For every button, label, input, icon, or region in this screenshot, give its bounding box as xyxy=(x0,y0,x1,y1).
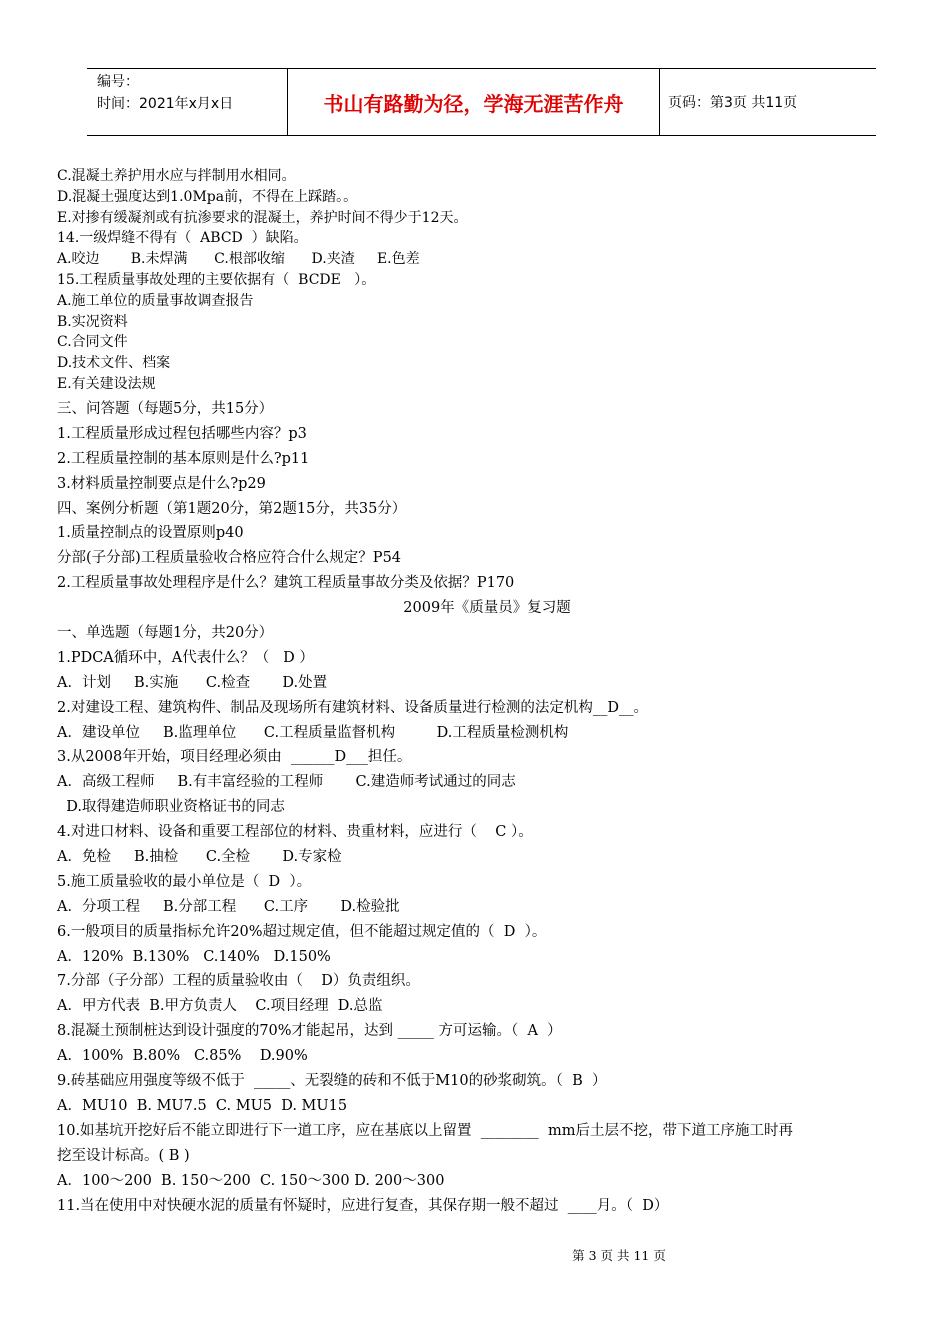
text-line: 11.当在使用中对快硬水泥的质量有怀疑时，应进行复查，其保存期一般不超过 ____月。（ D） xyxy=(57,1197,669,1214)
text-line: E.对掺有缓凝剂或有抗渗要求的混凝土，养护时间不得少于12天。 xyxy=(57,209,468,226)
document-subtitle: 2009年《质量员》复习题 xyxy=(403,600,571,617)
page-header xyxy=(87,68,876,136)
text-line: 7.分部（子分部）工程的质量验收由（ D）负责组织。 xyxy=(57,973,420,990)
page-footer xyxy=(0,1246,950,1264)
section-heading: 四、案例分析题（第1题20分，第2题15分，共35分） xyxy=(57,500,407,517)
text-line: A．甲方代表 B.甲方负责人 C.项目经理 D.总监 xyxy=(57,998,383,1015)
text-line: C.合同文件 xyxy=(57,334,128,351)
text-line: A．建设单位 B.监理单位 C.工程质量监督机构 D.工程质量检测机构 xyxy=(57,724,569,741)
text-line: C.混凝土养护用水应与拌制用水相同。 xyxy=(57,168,296,184)
text-line: 2.对建设工程、建筑构件、制品及现场所有建筑材料、设备质量进行检测的法定机构__D__。 xyxy=(57,699,648,716)
text-line: 2.工程质量控制的基本原则是什么?p11 xyxy=(57,450,310,467)
text-line: A.咬边 B.未焊满 C.根部收缩 D.夹渣 E.色差 xyxy=(57,251,420,268)
motto-text: 书山有路勤为径，学海无涯苦作舟 xyxy=(323,91,624,116)
text-line: A.施工单位的质量事故调查报告 xyxy=(57,292,254,309)
text-line: 8.混凝土预制桩达到设计强度的70%才能起吊，达到 _____ 方可运输。（ A ） xyxy=(57,1023,562,1040)
text-line: 15.工程质量事故处理的主要依据有（ BCDE ）。 xyxy=(57,271,376,288)
text-line: 9.砖基础应用强度等级不低于 _____、无裂缝的砖和不低于M10的砂浆砌筑。（ B ） xyxy=(57,1073,607,1090)
text-line: E.有关建设法规 xyxy=(57,375,156,392)
text-line: A．100～200 B. 150～200 C. 150～300 D. 200～300 xyxy=(57,1172,445,1189)
text-line: 分部(子分部)工程质量验收合格应符合什么规定？P54 xyxy=(57,550,402,567)
text-line: A．免检 B.抽检 C.全检 D.专家检 xyxy=(57,849,342,866)
page-info-text: 页码：第3页 共11页 xyxy=(668,95,798,111)
text-line: D.取得建造师职业资格证书的同志 xyxy=(57,799,285,816)
text-line: A．高级工程师 B.有丰富经验的工程师 C.建造师考试通过的同志 xyxy=(57,774,516,791)
text-line: 1.质量控制点的设置原则p40 xyxy=(57,525,244,542)
footer-page-number: 第 3 页 共 11 页 xyxy=(572,1248,666,1263)
text-line: D.技术文件、档案 xyxy=(57,355,171,372)
header-page-cell xyxy=(660,69,876,135)
document-time-label: 时间：2021年x月x日 xyxy=(97,96,234,112)
content-block-a xyxy=(57,166,467,395)
text-line: 1.工程质量形成过程包括哪些内容？p3 xyxy=(57,425,307,442)
content-block-b xyxy=(57,397,917,1218)
text-line: 3.从2008年开始，项目经理必须由 ______D___担任。 xyxy=(57,749,412,766)
text-line: D.混凝土强度达到1.0Mpa前，不得在上踩踏。。 xyxy=(57,188,358,205)
text-line: 4.对进口材料、设备和重要工程部位的材料、贵重材料，应进行（ C ）。 xyxy=(57,824,533,841)
text-line: A．分项工程 B.分部工程 C.工序 D.检验批 xyxy=(57,898,400,915)
text-line: 14.一级焊缝不得有（ ABCD ）缺陷。 xyxy=(57,230,308,247)
text-line: A．计划 B.实施 C.检查 D.处置 xyxy=(57,674,328,691)
text-line: B.实况资料 xyxy=(57,313,128,330)
header-left-cell xyxy=(87,69,287,135)
section-heading: 三、问答题（每题5分，共15分） xyxy=(57,401,274,417)
text-line: 10.如基坑开挖好后不能立即进行下一道工序，应在基底以上留置 ________ mm后土层不挖，带下道工序施工时再 xyxy=(57,1122,793,1139)
text-line: 2.工程质量事故处理程序是什么？建筑工程质量事故分类及依据？P170 xyxy=(57,575,515,592)
text-line: 挖至设计标高。( B ) xyxy=(57,1147,190,1164)
text-line: 5.施工质量验收的最小单位是（ D ）。 xyxy=(57,873,312,890)
text-line: 1.PDCA循环中，A代表什么？（ D ） xyxy=(57,649,314,666)
text-line: A．MU10 B. MU7.5 C. MU5 D. MU15 xyxy=(57,1097,348,1114)
text-line: A．120% B.130% C.140% D.150% xyxy=(57,948,331,965)
text-line: 3.材料质量控制要点是什么?p29 xyxy=(57,475,266,492)
document-number-label: 编号： xyxy=(97,74,139,90)
text-line: 6.一般项目的质量指标允许20%超过规定值，但不能超过规定值的（ D ）。 xyxy=(57,923,547,940)
text-line: A．100% B.80% C.85% D.90% xyxy=(57,1048,308,1065)
header-motto-cell xyxy=(287,69,660,135)
section-heading: 一、单选题（每题1分，共20分） xyxy=(57,625,274,642)
